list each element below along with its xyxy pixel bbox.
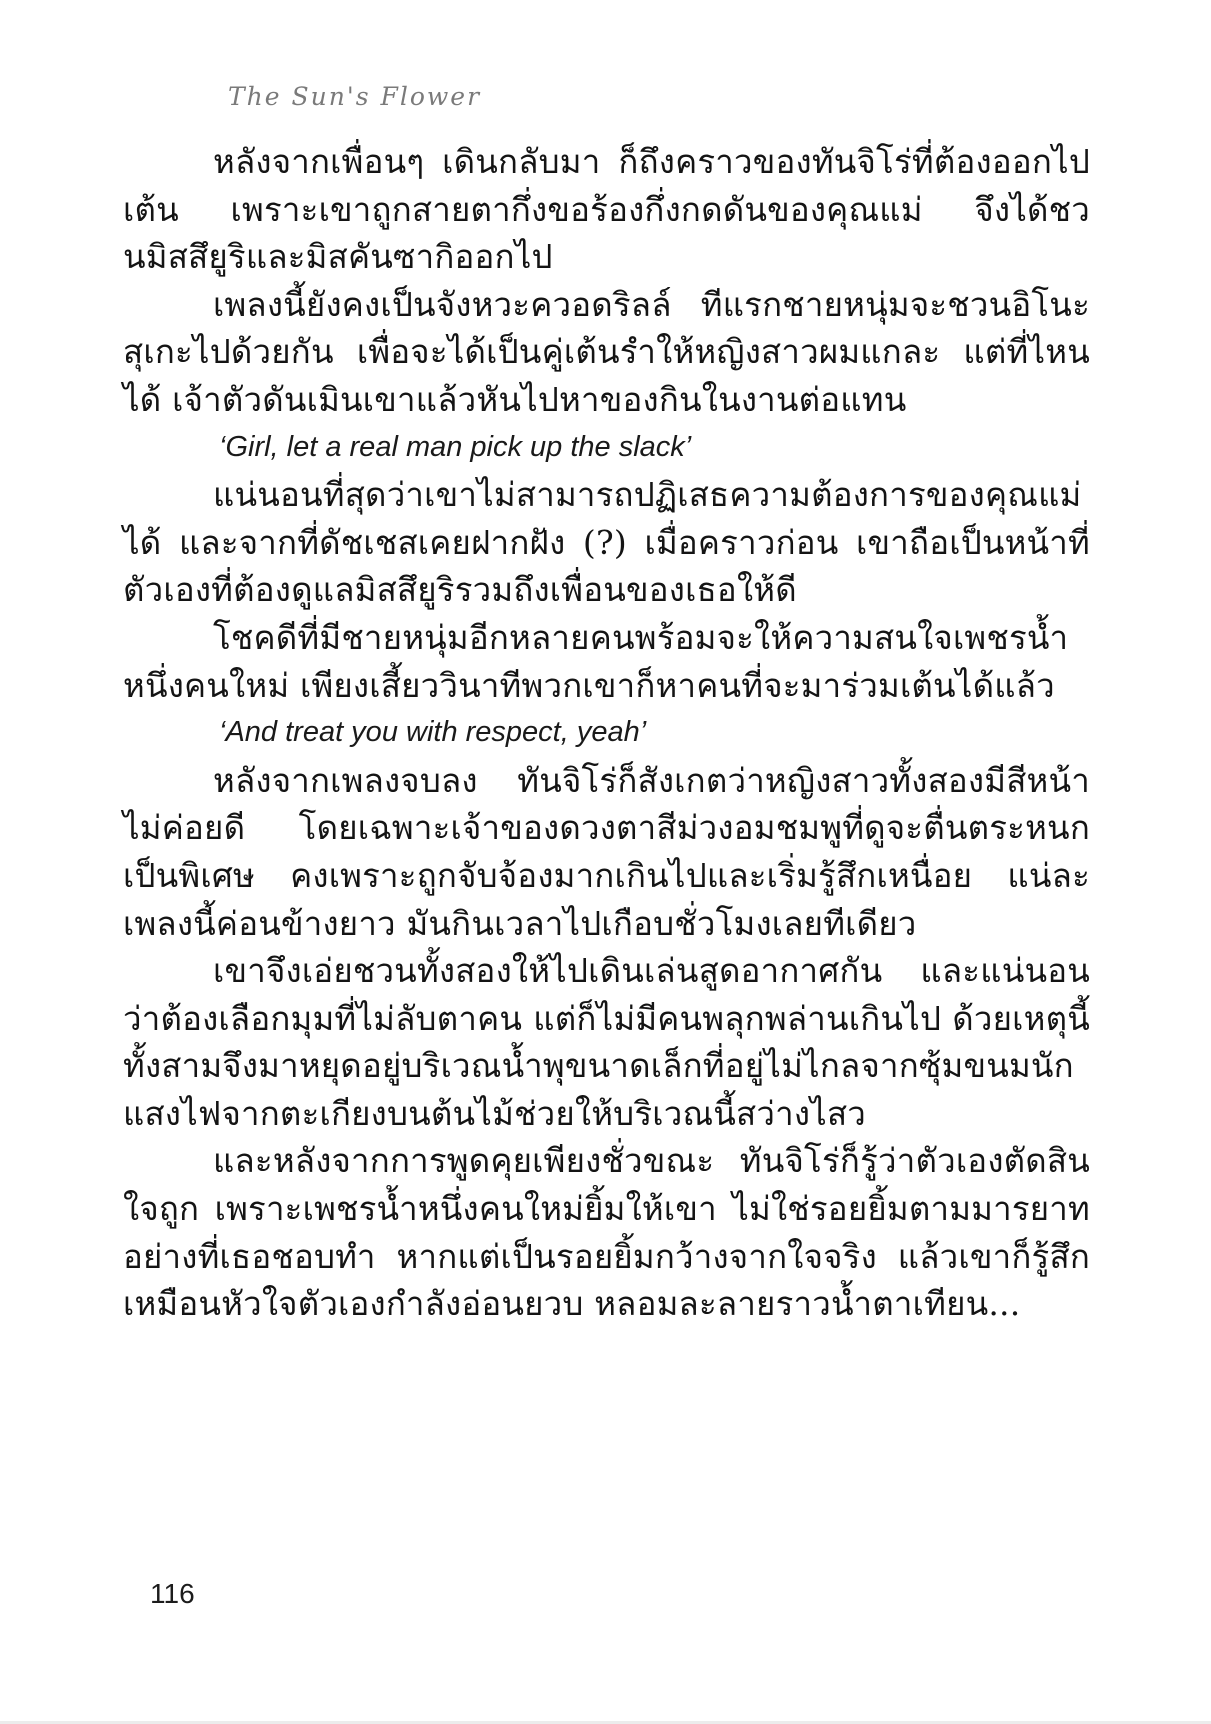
paragraph: เขาจึงเอ่ยชวนทั้งสองให้ไปเดินเล่นสูดอากาศกัน และแน่นอนว่าต้องเลือกมุมที่ไม่ลับตาคน แต่ก็ไม่มีคนพลุกพล่านเกินไป ด้วยเหตุนี้ทั้งสามจึงมาหยุดอยู่บริเวณน้ำพุขนาดเล็กที่อยู่ไม่ไกลจากซุ้มขนมนัก แสงไฟจากตะเกียงบนต้นไม้ช่วยให้บริเวณนี้สว่างไสว xyxy=(123,951,1090,1133)
body-text-block xyxy=(123,138,1090,1328)
paragraph: แน่นอนที่สุดว่าเขาไม่สามารถปฏิเสธความต้องการของคุณแม่ได้ และจากที่ดัชเชสเคยฝากฝัง (?) เมื่อคราวก่อน เขาถือเป็นหน้าที่ตัวเองที่ต้องดูแลมิสสึยูริรวมถึงเพื่อนของเธอให้ดี xyxy=(123,475,1090,610)
paragraph: เพลงนี้ยังคงเป็นจังหวะควอดริลล์ ทีแรกชายหนุ่มจะชวนอิโนะสุเกะไปด้วยกัน เพื่อจะได้เป็นคู่เต้นรำให้หญิงสาวผมแกละ แต่ที่ไหนได้ เจ้าตัวดันเมินเขาแล้วหันไปหาของกินในงานต่อแทน xyxy=(123,284,1090,419)
running-head-title: The Sun's Flower xyxy=(228,82,482,111)
song-lyric-quote: ‘Girl, let a real man pick up the slack’ xyxy=(219,430,692,463)
page-number: 116 xyxy=(150,1578,195,1609)
paragraph: โชคดีที่มีชายหนุ่มอีกหลายคนพร้อมจะให้ความสนใจเพชรน้ำหนึ่งคนใหม่ เพียงเสี้ยววินาทีพวกเขาก็หาคนที่จะมาร่วมเต้นได้แล้ว xyxy=(123,617,1069,705)
paragraph: หลังจากเพื่อนๆ เดินกลับมา ก็ถึงคราวของทันจิโร่ที่ต้องออกไปเต้น เพราะเขาถูกสายตากึ่งขอร้องกึ่งกดดันของคุณแม่ จึงได้ชวนมิสสึยูริและมิสคันซากิออกไป xyxy=(123,142,1090,277)
paragraph: หลังจากเพลงจบลง ทันจิโร่ก็สังเกตว่าหญิงสาวทั้งสองมีสีหน้าไม่ค่อยดี โดยเฉพาะเจ้าของดวงตาสีม่วงอมชมพูที่ดูจะตื่นตระหนกเป็นพิเศษ คงเพราะถูกจับจ้องมากเกินไปและเริ่มรู้สึกเหนื่อย แน่ละ เพลงนี้ค่อนข้างยาว มันกินเวลาไปเกือบชั่วโมงเลยทีเดียว xyxy=(123,760,1090,943)
song-lyric-quote: ‘And treat you with respect, yeah’ xyxy=(219,716,647,749)
paragraph: และหลังจากการพูดคุยเพียงชั่วขณะ ทันจิโร่ก็รู้ว่าตัวเองตัดสินใจถูก เพราะเพชรน้ำหนึ่งคนใหม่ยิ้มให้เขา ไม่ใช่รอยยิ้มตามมารยาทอย่างที่เธอชอบทำ หากแต่เป็นรอยยิ้มกว้างจากใจจริง แล้วเขาก็รู้สึกเหมือนหัวใจตัวเองกำลังอ่อนยวบ หลอมละลายราวน้ำตาเทียน... xyxy=(123,1141,1090,1324)
